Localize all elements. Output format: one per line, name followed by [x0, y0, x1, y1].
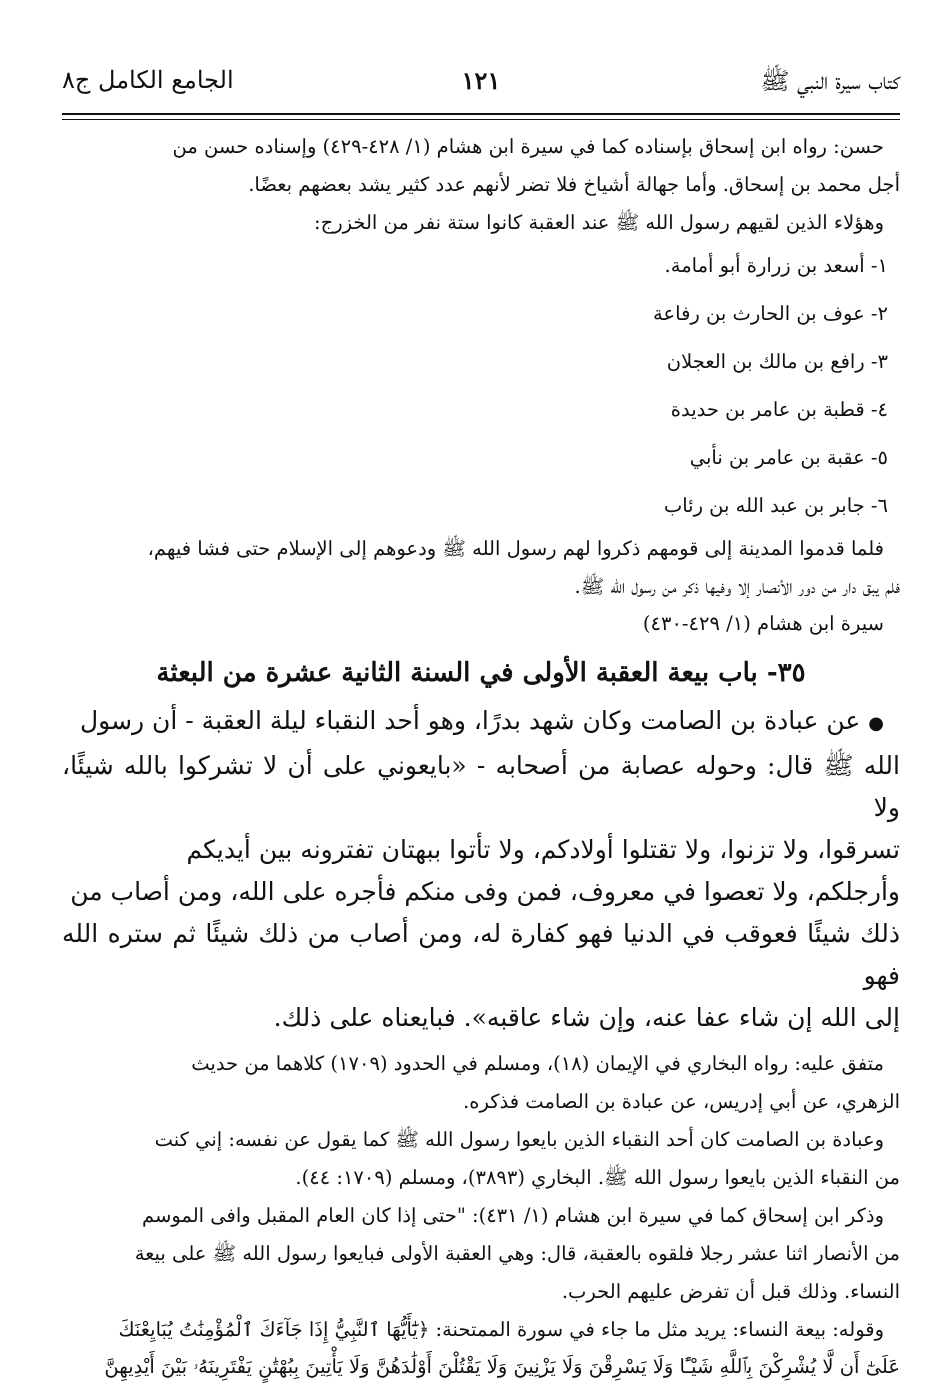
header-rule-thin — [62, 119, 900, 120]
hadith-line: ذلك شيئًا فعوقب في الدنيا فهو كفارة له، ومن أصاب من ذلك شيئًا ثم ستره الله فهو — [62, 919, 900, 990]
list-intro: وهؤلاء الذين لقيهم رسول الله ﷺ عند العقبة كانوا ستة نفر من الخزرج: — [314, 211, 884, 234]
hadith-line: تسرقوا، ولا تزنوا، ولا تقتلوا أولادكم، ولا تأتوا ببهتان تفترونه بين أيديكم — [186, 835, 900, 864]
hadith-line: الله ﷺ قال: وحوله عصابة من أصحابه - «بايعوني على أن لا تشركوا بالله شيئًا، ولا — [62, 751, 900, 822]
chapter-title: ٣٥- باب بيعة العقبة الأولى في السنة الثانية عشرة من البعثة — [156, 658, 806, 688]
list-item: ٤- قطبة بن عامر بن حديدة — [670, 398, 888, 421]
note-line: وذكر ابن إسحاق كما في سيرة ابن هشام (١/ ٤٣١): "حتى إذا كان العام المقبل وافى الموسم — [142, 1204, 884, 1227]
takhrij-line: الزهري، عن أبي إدريس، عن عبادة بن الصامت فذكره. — [463, 1090, 900, 1113]
people-list — [62, 242, 900, 530]
list-item: ٣- رافع بن مالك بن العجلان — [666, 350, 888, 373]
note-line: وعبادة بن الصامت كان أحد النقباء الذين بايعوا رسول الله ﷺ كما يقول عن نفسه: إني كنت — [154, 1128, 884, 1151]
list-item: ١- أسعد بن زرارة أبو أمامة. — [664, 254, 888, 277]
book-title: كتاب سيرة النبي ﷺ — [760, 67, 900, 95]
hadith-line — [62, 700, 900, 745]
list-item: ٥- عقبة بن عامر بن نأبي — [689, 446, 888, 469]
hadith-line-text: عن عبادة بن الصامت وكان شهد بدرًا، وهو أحد النقباء ليلة العقبة - أن رسول — [79, 706, 861, 735]
note-line: من النقباء الذين بايعوا رسول الله ﷺ. البخاري (٣٨٩٣)، ومسلم (١٧٠٩: ٤٤). — [295, 1166, 900, 1189]
grading-line: أجل محمد بن إسحاق. وأما جهالة أشياخ فلا تضر لأنهم عدد كثير يشد بعضهم بعضًا. — [248, 173, 900, 196]
note-line: من الأنصار اثنا عشر رجلا فلقوه بالعقبة، قال: وهي العقبة الأولى فبايعوا رسول الله ﷺ على بيعة — [134, 1242, 900, 1265]
bullet-icon: ● — [868, 713, 884, 734]
list-item: ٢- عوف بن الحارث بن رفاعة — [653, 302, 888, 325]
page-content — [62, 128, 900, 1385]
hadith-line: وأرجلكم، ولا تعصوا في معروف، فمن وفى منكم فأجره على الله، ومن أصاب من — [70, 877, 900, 906]
hadith-text — [62, 700, 900, 1039]
hadith-line: إلى الله إن شاء عفا عنه، وإن شاء عاقبه». فبايعناه على ذلك. — [273, 1003, 900, 1032]
after-list-line: فلما قدموا المدينة إلى قومهم ذكروا لهم رسول الله ﷺ ودعوهم إلى الإسلام حتى فشا فيهم، — [147, 537, 884, 560]
page-number: ١٢١ — [461, 66, 501, 95]
grading-line: حسن: رواه ابن إسحاق بإسناده كما في سيرة ابن هشام (١/ ٤٢٨-٤٢٩) وإسناده حسن من — [172, 135, 884, 158]
verse-line: وقوله: بيعة النساء: يريد مثل ما جاء في سورة الممتحنة: ﴿يَٰٓأَيُّهَا ٱلنَّبِيُّ إِذَا جَآءَكَ ٱلْمُؤْمِنَٰتُ يُبَايِعْنَكَ — [118, 1318, 884, 1341]
takhrij-line: متفق عليه: رواه البخاري في الإيمان (١٨)، ومسلم في الحدود (١٧٠٩) كلاهما من حديث — [191, 1052, 884, 1075]
note-line: النساء. وذلك قبل أن تفرض عليهم الحرب. — [561, 1280, 900, 1303]
source-reference: سيرة ابن هشام (١/ ٤٢٩-٤٣٠) — [642, 612, 884, 635]
volume-label: الجامع الكامل ج٨ — [62, 66, 234, 94]
header-rule-thick — [62, 113, 900, 115]
list-item: ٦- جابر بن عبد الله بن رئاب — [663, 494, 888, 517]
page-header — [62, 66, 900, 106]
after-list-line: فلم يبق دار من دور الأنصار إلا وفيها ذكر من رسول الله ﷺ. — [574, 575, 900, 598]
verse-line: عَلَىٰٓ أَن لَّا يُشْرِكْنَ بِٱللَّهِ شَيْـًٔا وَلَا يَسْرِقْنَ وَلَا يَزْنِينَ وَلَا يَقْتُلْنَ أَوْلَٰدَهُنَّ وَلَا يَأْتِينَ بِبُهْتَٰنٍ يَفْتَرِينَهُۥ بَيْنَ أَيْدِيهِنَّ — [104, 1355, 900, 1378]
